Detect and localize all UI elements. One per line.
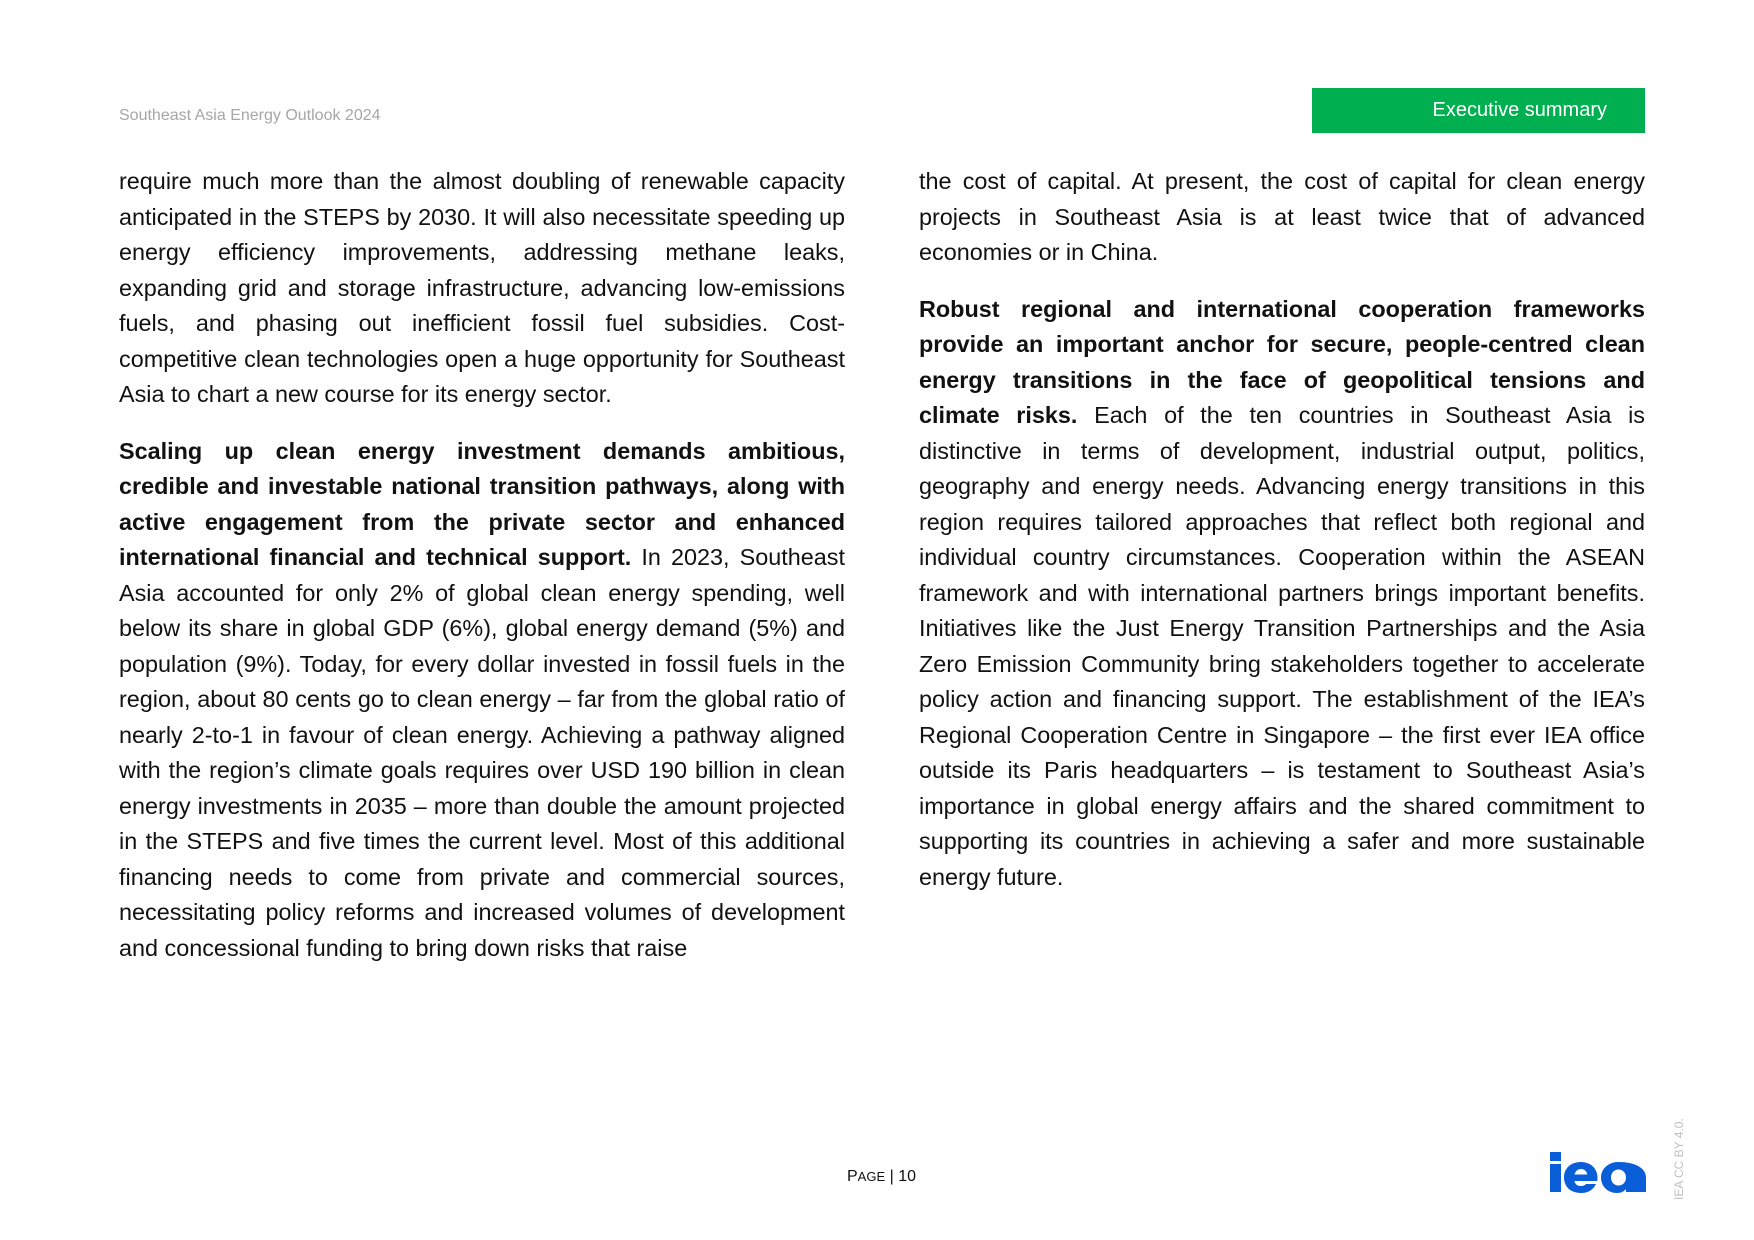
- page-separator: |: [885, 1168, 899, 1185]
- lead-sentence: Robust regional and international cooperation frameworks provide an important anchor for secure, people-centred clean energy transitions in the face of geopolitical tensions and climate risks.: [919, 295, 1645, 428]
- left-column: [119, 164, 845, 987]
- right-column: [919, 164, 1645, 916]
- page-label-initial: P: [847, 1168, 858, 1185]
- lead-sentence: Scaling up clean energy investment demands ambitious, credible and investable national transition pathways, along with active engagement from the private sector and enhanced international financial and technical support.: [119, 437, 845, 570]
- paragraph: require much more than the almost doubling of renewable capacity anticipated in the STEPS by 2030. It will also necessitate speeding up energy efficiency improvements, addressing methane leaks, expanding grid and storage infrastructure, advancing low-emissions fuels, and phasing out inefficient fossil fuel subsidies. Cost-competitive clean technologies open a huge opportunity for Southeast Asia to chart a new course for its energy sector.: [119, 168, 845, 407]
- page-number-value: 10: [898, 1168, 916, 1185]
- section-tab: [1312, 88, 1645, 133]
- page-label-rest: AGE: [857, 1169, 886, 1184]
- paragraph-body: Each of the ten countries in Southeast Asia is distinctive in terms of development, industrial output, politics, geography and energy needs. Advancing energy transitions in this region requires tailored approaches that reflect both regional and individual country circumstances. Cooperation within the ASEAN framework and with international partners brings important benefits. Initiatives like the Just Energy Transition Partnerships and the Asia Zero Emission Community bring stakeholders together to accelerate policy action and financing support. The establishment of the IEA’s Regional Cooperation Centre in Singapore – the first ever IEA office outside its Paris headquarters – is testament to Southeast Asia’s importance in global energy affairs and the shared commitment to supporting its countries in achieving a safer and more sustainable energy future.: [919, 402, 1645, 890]
- iea-logo: [1548, 1150, 1648, 1194]
- page-number: [847, 1168, 916, 1186]
- license-text: IEA CC BY 4.0.: [1672, 1118, 1686, 1200]
- paragraph: [119, 434, 845, 967]
- paragraph-body: In 2023, Southeast Asia accounted for only 2% of global clean energy spending, well below its share in global GDP (6%), global energy demand (5%) and population (9%). Today, for every dollar invested in fossil fuels in the region, about 80 cents go to clean energy – far from the global ratio of nearly 2-to-1 in favour of clean energy. Achieving a pathway aligned with the region’s climate goals requires over USD 190 billion in clean energy investments in 2035 – more than double the amount projected in the STEPS and five times the current level. Most of this additional financing needs to come from private and commercial sources, necessitating policy reforms and increased volumes of development and concessional funding to bring down risks that raise: [119, 544, 846, 961]
- section-label: Executive summary: [1432, 99, 1607, 121]
- document-title: Southeast Asia Energy Outlook 2024: [119, 107, 381, 124]
- paragraph: the cost of capital. At present, the cost of capital for clean energy projects in Southeast Asia is at least twice that of advanced economies or in China.: [919, 168, 1645, 265]
- paragraph: [919, 292, 1645, 896]
